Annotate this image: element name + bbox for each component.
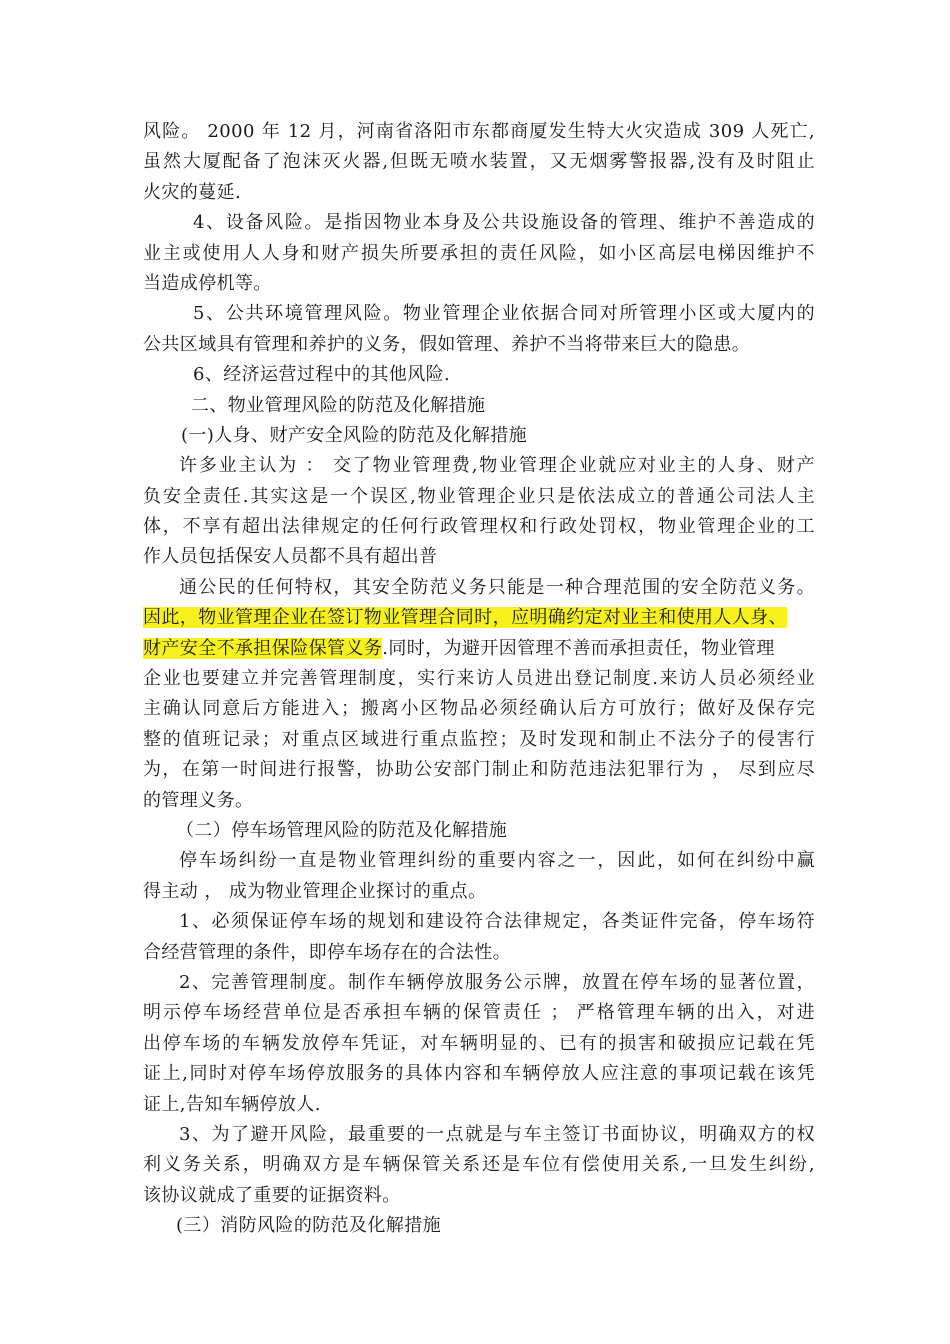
paragraph-line: 的管理义务。: [143, 789, 254, 811]
paragraph-line: 该协议就成了重要的证据资料。: [143, 1184, 401, 1206]
paragraph-line: [143, 634, 815, 664]
paragraph-line: 主确认同意后方能进入；搬离小区物品必须经确认后方可放行；做好及保存完: [143, 698, 815, 720]
subsection-heading: （二）停车场管理风险的防范及化解措施: [176, 819, 508, 841]
section-heading: 二、物业管理风险的防范及化解措施: [191, 394, 486, 416]
paragraph-line: 4、设备风险。是指因物业本身及公共设施设备的管理、维护不善造成的: [193, 212, 815, 234]
paragraph-line: 作人员包括保安人员都不具有超出普: [143, 546, 438, 568]
paragraph-line: 负安全责任.其实这是一个误区,物业管理企业只是依法成立的普通公司法人主: [143, 485, 815, 507]
paragraph-line: 合经营管理的条件，即停车场存在的合法性。: [143, 941, 511, 963]
paragraph-line: 公共区域具有管理和养护的义务，假如管理、养护不当将带来巨大的隐患。: [143, 333, 751, 355]
paragraph-line: 停车场纠纷一直是物业管理纠纷的重要内容之一，因此，如何在纠纷中赢: [179, 850, 815, 872]
subsection-heading: (一)人身、财产安全风险的防范及化解措施: [181, 424, 528, 446]
paragraph-line: 得主动 ， 成为物业管理企业探讨的重点。: [143, 880, 487, 902]
subsection-heading: (三）消防风险的防范及化解措施: [176, 1215, 442, 1237]
paragraph-line: 出停车场的车辆发放停车凭证，对车辆明显的、已有的损害和破损应记载在凭: [143, 1032, 815, 1054]
paragraph-line: 业主或使用人人身和财产损失所要承担的责任风险，如小区高层电梯因维护不: [143, 242, 815, 264]
paragraph-line: 体，不享有超出法律规定的任何行政管理权和行政处罚权，物业管理企业的工: [143, 516, 815, 538]
paragraph-text: .同时，为避开因管理不善而承担责任，物业管理: [382, 637, 775, 659]
paragraph-line: 5、公共环境管理风险。物业管理企业依据合同对所管理小区或大厦内的: [193, 303, 815, 325]
paragraph-line: 火灾的蔓延.: [143, 181, 242, 203]
paragraph-line: 虽然大厦配备了泡沫灭火器,但既无喷水装置，又无烟雾警报器,没有及时阻止: [143, 151, 815, 173]
paragraph-line: 整的值班记录；对重点区域进行重点监控；及时发现和制止不法分子的侵害行: [143, 728, 815, 750]
paragraph-line: 证上,告知车辆停放人.: [143, 1093, 321, 1115]
paragraph-line: 当造成停机等。: [143, 272, 272, 294]
paragraph-line: 风险。 2000 年 12 月，河南省洛阳市东都商厦发生特大火灾造成 309 人死亡,: [143, 121, 815, 142]
paragraph-line: 企业也要建立并完善管理制度，实行来访人员进出登记制度.来访人员必须经业: [143, 668, 815, 690]
paragraph-line: 许多业主认为 ： 交了物业管理费,物业管理企业就应对业主的人身、财产: [179, 455, 815, 477]
paragraph-line: 3、为了避开风险，最重要的一点就是与车主签订书面协议，明确双方的权: [179, 1123, 815, 1145]
document-body: [143, 117, 815, 1241]
highlighted-text: 财产安全不承担保险保管义务: [143, 637, 383, 659]
paragraph-line: 1、必须保证停车场的规划和建设符合法律规定，各类证件完备，停车场符: [179, 911, 815, 933]
paragraph-line: 通公民的任何特权，其安全防范义务只能是一种合理范围的安全防范义务。: [179, 576, 815, 598]
paragraph-line: 证上,同时对停车场停放服务的具体内容和车辆停放人应注意的事项记载在该凭: [143, 1063, 815, 1085]
paragraph-line: 2、完善管理制度。制作车辆停放服务公示牌，放置在停车场的显著位置，: [179, 971, 815, 993]
highlighted-text: 因此，物业管理企业在签订物业管理合同时，应明确约定对业主和使用人人身、: [143, 607, 787, 629]
paragraph-line: 明示停车场经营单位是否承担车辆的保管责任 ； 严格管理车辆的出入，对进: [143, 1002, 815, 1024]
paragraph-line-highlighted: [143, 603, 815, 633]
paragraph-line: 利义务关系，明确双方是车辆保管关系还是车位有偿使用关系,一旦发生纠纷,: [143, 1154, 815, 1176]
paragraph-line: 为，在第一时间进行报警，协助公安部门制止和防范违法犯罪行为 ， 尽到应尽: [143, 759, 815, 781]
paragraph-line: 6、经济运营过程中的其他风险.: [193, 364, 451, 386]
